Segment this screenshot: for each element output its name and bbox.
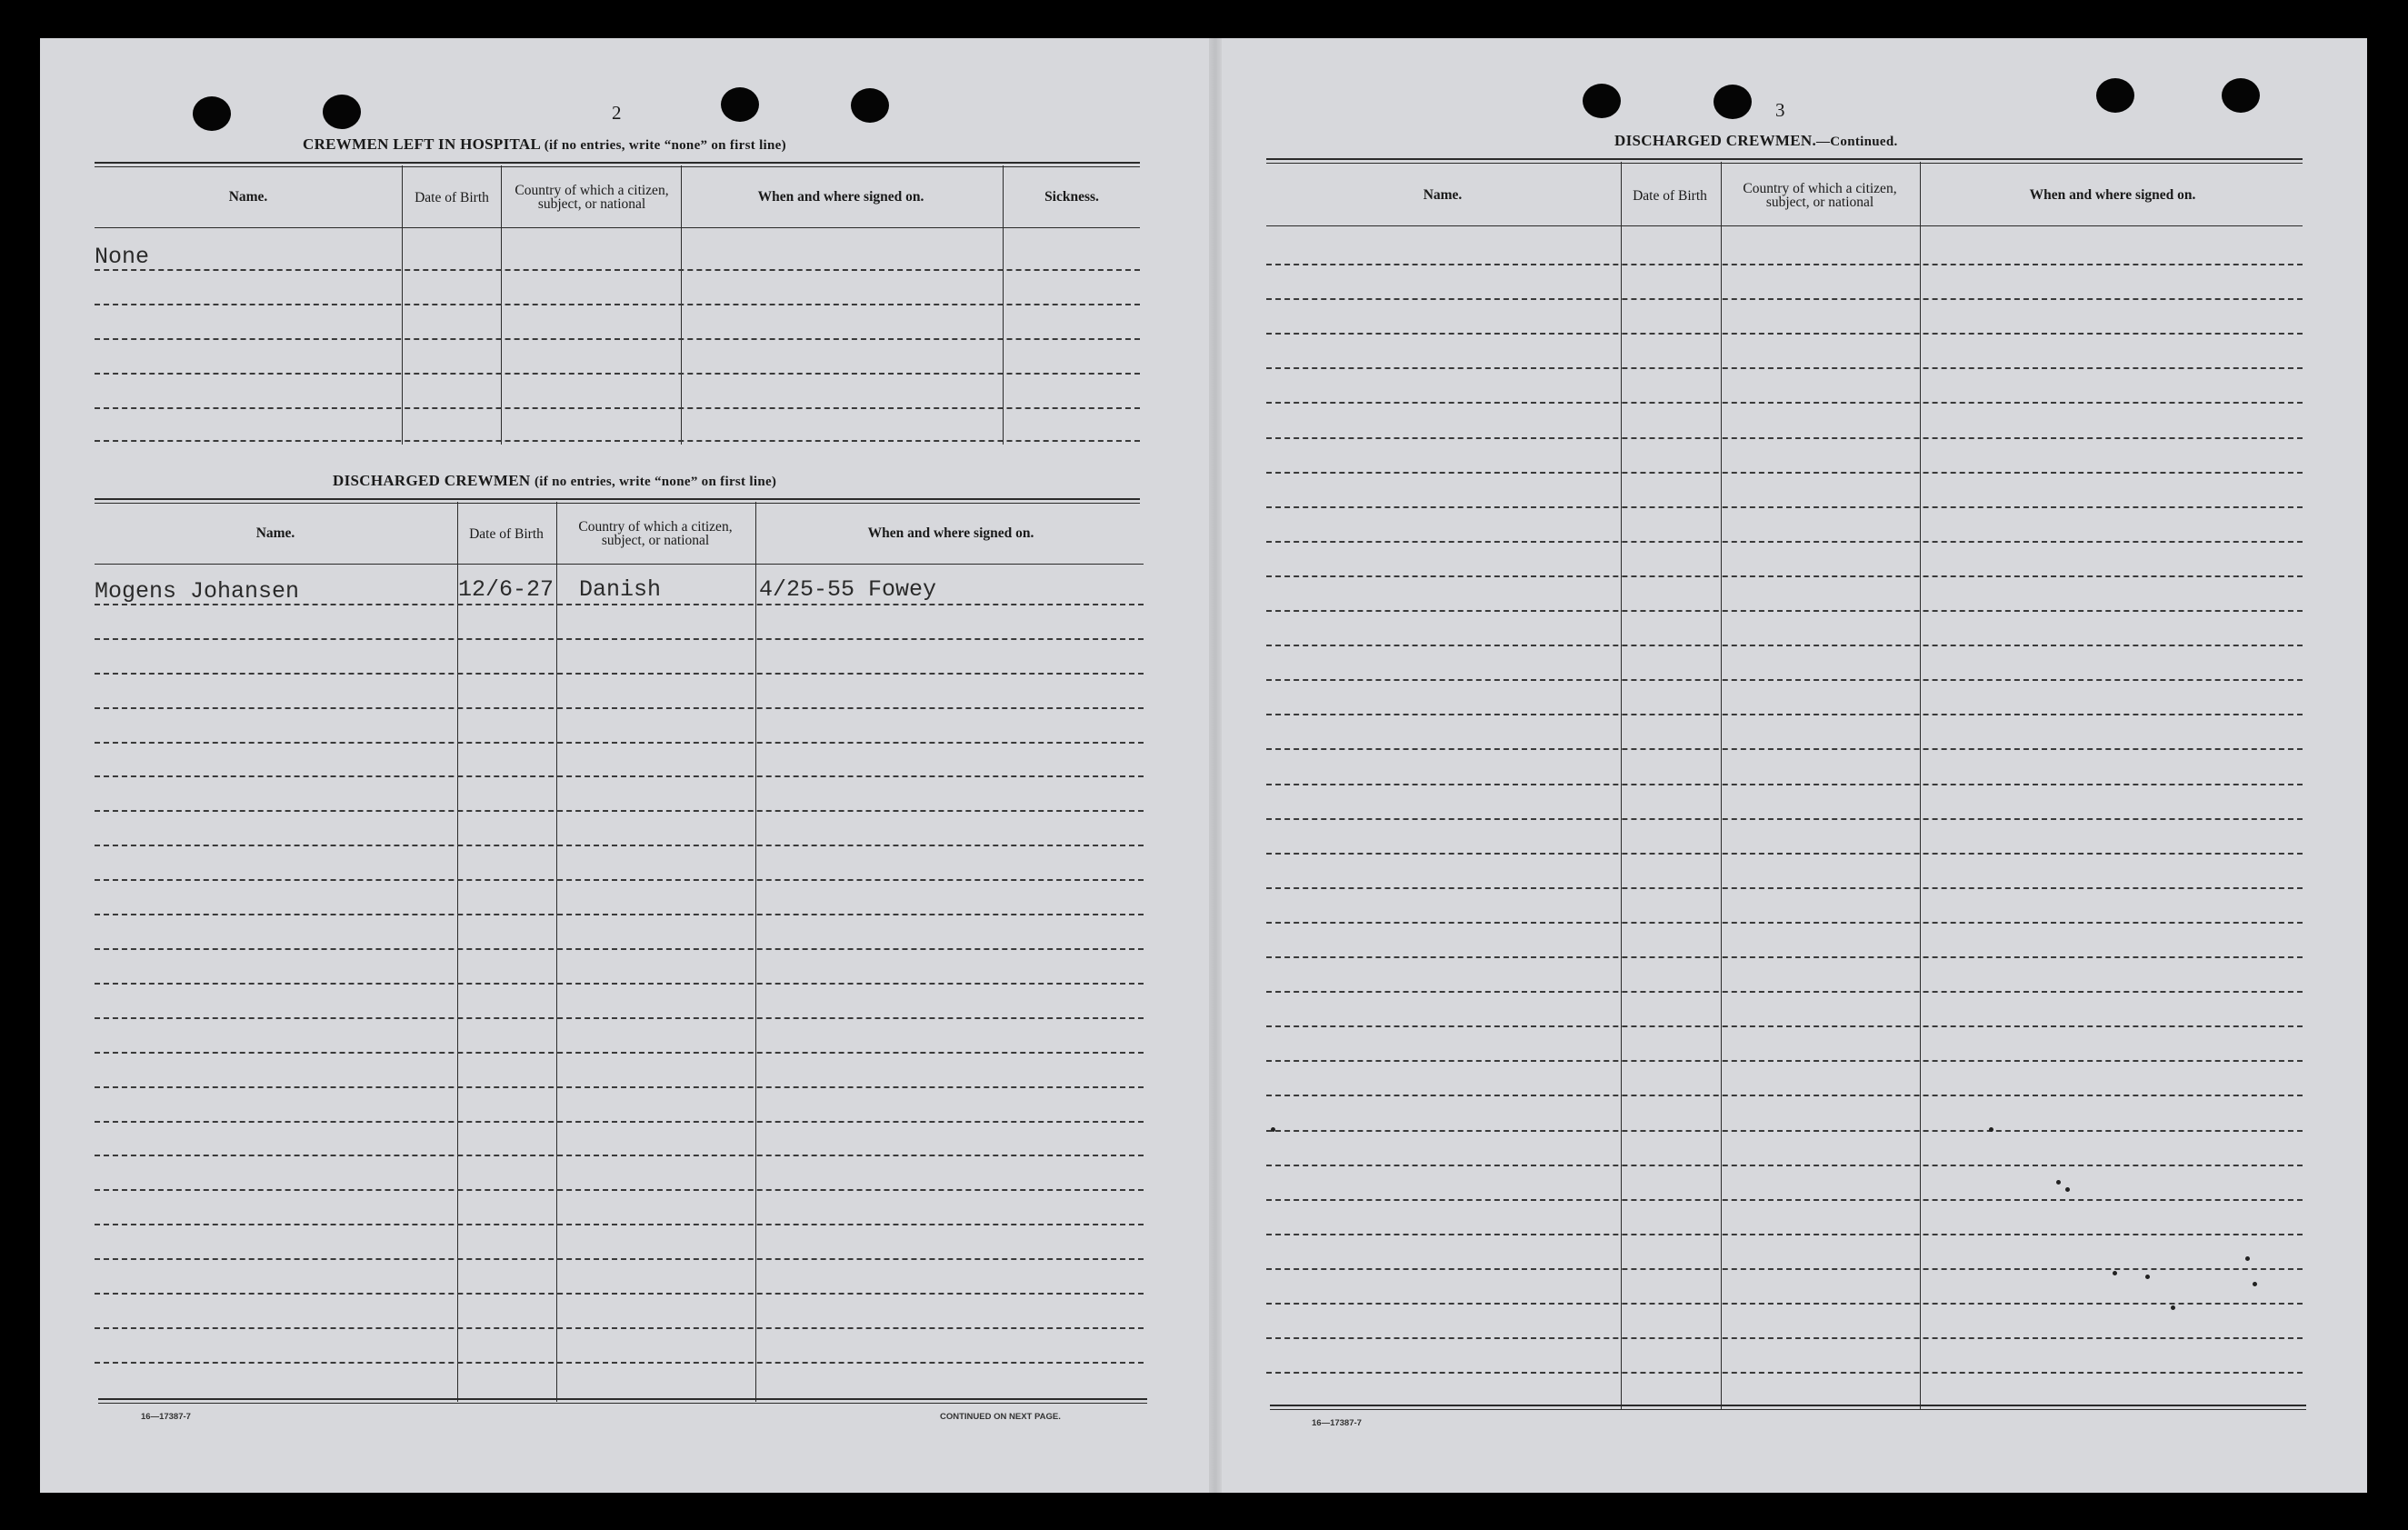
discharged-top-rule — [95, 498, 1140, 504]
ledger-row-line — [95, 879, 1144, 881]
ink-speck — [2171, 1305, 2175, 1310]
right-col-divider — [1920, 162, 1921, 1409]
discharged-row-country: Danish — [579, 576, 662, 603]
ledger-row-line — [95, 810, 1144, 812]
ledger-row-line — [1266, 1372, 2303, 1374]
ledger-row-line — [1266, 298, 2303, 300]
right-header-signed: When and where signed on. — [2029, 187, 2196, 203]
discharged-title-note: (if no entries, write “none” on first line) — [535, 475, 777, 489]
ledger-row-line — [95, 604, 1144, 605]
ink-speck — [2056, 1180, 2061, 1185]
ink-speck — [1989, 1127, 1993, 1132]
ledger-row-line — [95, 1017, 1144, 1019]
ledger-row-line — [95, 983, 1144, 985]
hospital-title-note: (if no entries, write “none” on first line) — [544, 138, 786, 153]
right-top-rule — [1266, 158, 2303, 164]
punch-hole — [721, 87, 759, 122]
ledger-row-line — [1266, 714, 2303, 715]
discharged-header-dob: Date of Birth — [469, 525, 544, 542]
ledger-row-line — [1266, 472, 2303, 474]
ledger-row-line — [95, 1155, 1144, 1156]
discharged-header-signed: When and where signed on. — [867, 525, 1034, 541]
ledger-row-line — [1266, 1268, 2303, 1270]
ledger-row-line — [1266, 1025, 2303, 1027]
ledger-row-line — [95, 707, 1144, 709]
ink-speck — [2065, 1187, 2070, 1192]
ledger-row-line — [1266, 506, 2303, 508]
ledger-row-line — [1266, 991, 2303, 993]
punch-hole — [193, 96, 231, 131]
ledger-row-line — [1266, 1165, 2303, 1166]
ledger-row-line — [1266, 956, 2303, 958]
hospital-row-line — [95, 338, 1140, 340]
left-footer-form-number: 16—17387-7 — [141, 1412, 191, 1422]
hospital-section-title — [303, 135, 786, 154]
discharged-section-title — [333, 472, 776, 490]
page-number: 2 — [612, 102, 622, 124]
right-header-name: Name. — [1423, 187, 1463, 203]
ink-speck — [2245, 1256, 2250, 1261]
discharged-col-divider — [457, 502, 458, 1402]
right-header-country: Country of which a citizen, subject, or national — [1743, 181, 1897, 210]
discharged-header-rule — [95, 564, 1144, 565]
hospital-row-line — [95, 407, 1140, 409]
ledger-row-line — [1266, 1095, 2303, 1096]
ledger-row-line — [1266, 402, 2303, 404]
discharged-row-name: Mogens Johansen — [95, 578, 300, 605]
ledger-row-line — [1266, 541, 2303, 543]
discharged-continued-title-note: —Continued. — [1816, 135, 1898, 149]
ledger-row-line — [95, 1362, 1144, 1364]
hospital-header-signed: When and where signed on. — [757, 189, 924, 205]
ledger-row-line — [95, 1293, 1144, 1295]
ledger-row-line — [1266, 818, 2303, 820]
discharged-row-signed: 4/25-55 Fowey — [759, 576, 937, 603]
page-number: 3 — [1775, 99, 1785, 121]
hospital-row-line — [95, 269, 1140, 271]
punch-hole — [2222, 78, 2260, 113]
ledger-row-line — [1266, 1337, 2303, 1339]
ledger-row-line — [95, 1258, 1144, 1260]
ledger-row-line — [95, 1121, 1144, 1123]
left-footer-continued: CONTINUED ON NEXT PAGE. — [940, 1412, 1061, 1422]
ledger-row-line — [1266, 645, 2303, 646]
ledger-row-line — [95, 775, 1144, 777]
hospital-header-dob: Date of Birth — [415, 189, 489, 205]
page-fold — [1209, 38, 1222, 1493]
left-bottom-rule — [98, 1398, 1147, 1404]
ledger-row-line — [1266, 748, 2303, 750]
discharged-title-text: DISCHARGED CREWMEN — [333, 472, 531, 489]
punch-hole — [1583, 84, 1621, 118]
ledger-row-line — [95, 1189, 1144, 1191]
ledger-row-line — [1266, 1060, 2303, 1062]
ledger-row-line — [1266, 437, 2303, 439]
punch-hole — [1714, 85, 1752, 119]
right-col-divider — [1621, 162, 1622, 1409]
ledger-row-line — [95, 1052, 1144, 1054]
hospital-title-text: CREWMEN LEFT IN HOSPITAL — [303, 135, 541, 153]
right-footer-form-number: 16—17387-7 — [1312, 1418, 1362, 1428]
ledger-row-line — [1266, 1303, 2303, 1305]
right-header-dob: Date of Birth — [1633, 187, 1707, 204]
ledger-row-line — [95, 845, 1144, 846]
punch-hole — [2096, 78, 2134, 113]
ledger-row-line — [95, 1224, 1144, 1225]
ink-speck — [2253, 1282, 2257, 1286]
ledger-row-line — [95, 948, 1144, 950]
ledger-row-line — [95, 1327, 1144, 1329]
ledger-row-line — [1266, 922, 2303, 924]
discharged-header-name: Name. — [255, 525, 295, 541]
discharged-row-dob: 12/6-27 — [458, 576, 555, 603]
ledger-row-line — [95, 673, 1144, 675]
punch-hole — [851, 88, 889, 123]
hospital-row-line — [95, 373, 1140, 375]
discharged-continued-title — [1614, 132, 1898, 150]
ledger-row-line — [95, 638, 1144, 640]
ledger-row-line — [1266, 784, 2303, 785]
ledger-row-line — [1266, 1130, 2303, 1132]
ledger-row-line — [95, 742, 1144, 744]
ledger-row-line — [1266, 679, 2303, 681]
left-page — [40, 38, 1215, 1493]
right-col-divider — [1721, 162, 1722, 1409]
discharged-header-country: Country of which a citizen, subject, or national — [578, 519, 733, 548]
ledger-row-line — [1266, 610, 2303, 612]
ledger-row-line — [1266, 575, 2303, 577]
ink-speck — [2145, 1275, 2150, 1279]
hospital-row-line — [95, 304, 1140, 305]
discharged-continued-title-text: DISCHARGED CREWMEN. — [1614, 132, 1816, 149]
ledger-row-line — [95, 1086, 1144, 1088]
ledger-row-line — [1266, 1234, 2303, 1235]
hospital-header-country: Country of which a citizen, subject, or national — [515, 183, 669, 212]
ledger-row-line — [1266, 333, 2303, 335]
ledger-row-line — [1266, 367, 2303, 369]
ledger-row-line — [1266, 1199, 2303, 1201]
hospital-row-name: None — [95, 244, 150, 270]
ledger-row-line — [1266, 264, 2303, 265]
hospital-header-rule — [95, 227, 1140, 228]
ledger-row-line — [1266, 853, 2303, 855]
ink-speck — [1271, 1127, 1275, 1132]
discharged-col-divider — [755, 502, 756, 1402]
hospital-header-name: Name. — [228, 189, 268, 205]
right-bottom-rule — [1270, 1405, 2306, 1410]
right-header-rule — [1266, 225, 2303, 226]
punch-hole — [323, 95, 361, 129]
right-page — [1215, 38, 2367, 1493]
hospital-top-rule — [95, 162, 1140, 167]
discharged-col-divider — [556, 502, 557, 1402]
ink-speck — [2113, 1271, 2117, 1275]
ledger-row-line — [95, 914, 1144, 915]
ledger-row-line — [1266, 887, 2303, 889]
hospital-header-sickness: Sickness. — [1044, 189, 1099, 205]
hospital-row-line — [95, 440, 1140, 442]
